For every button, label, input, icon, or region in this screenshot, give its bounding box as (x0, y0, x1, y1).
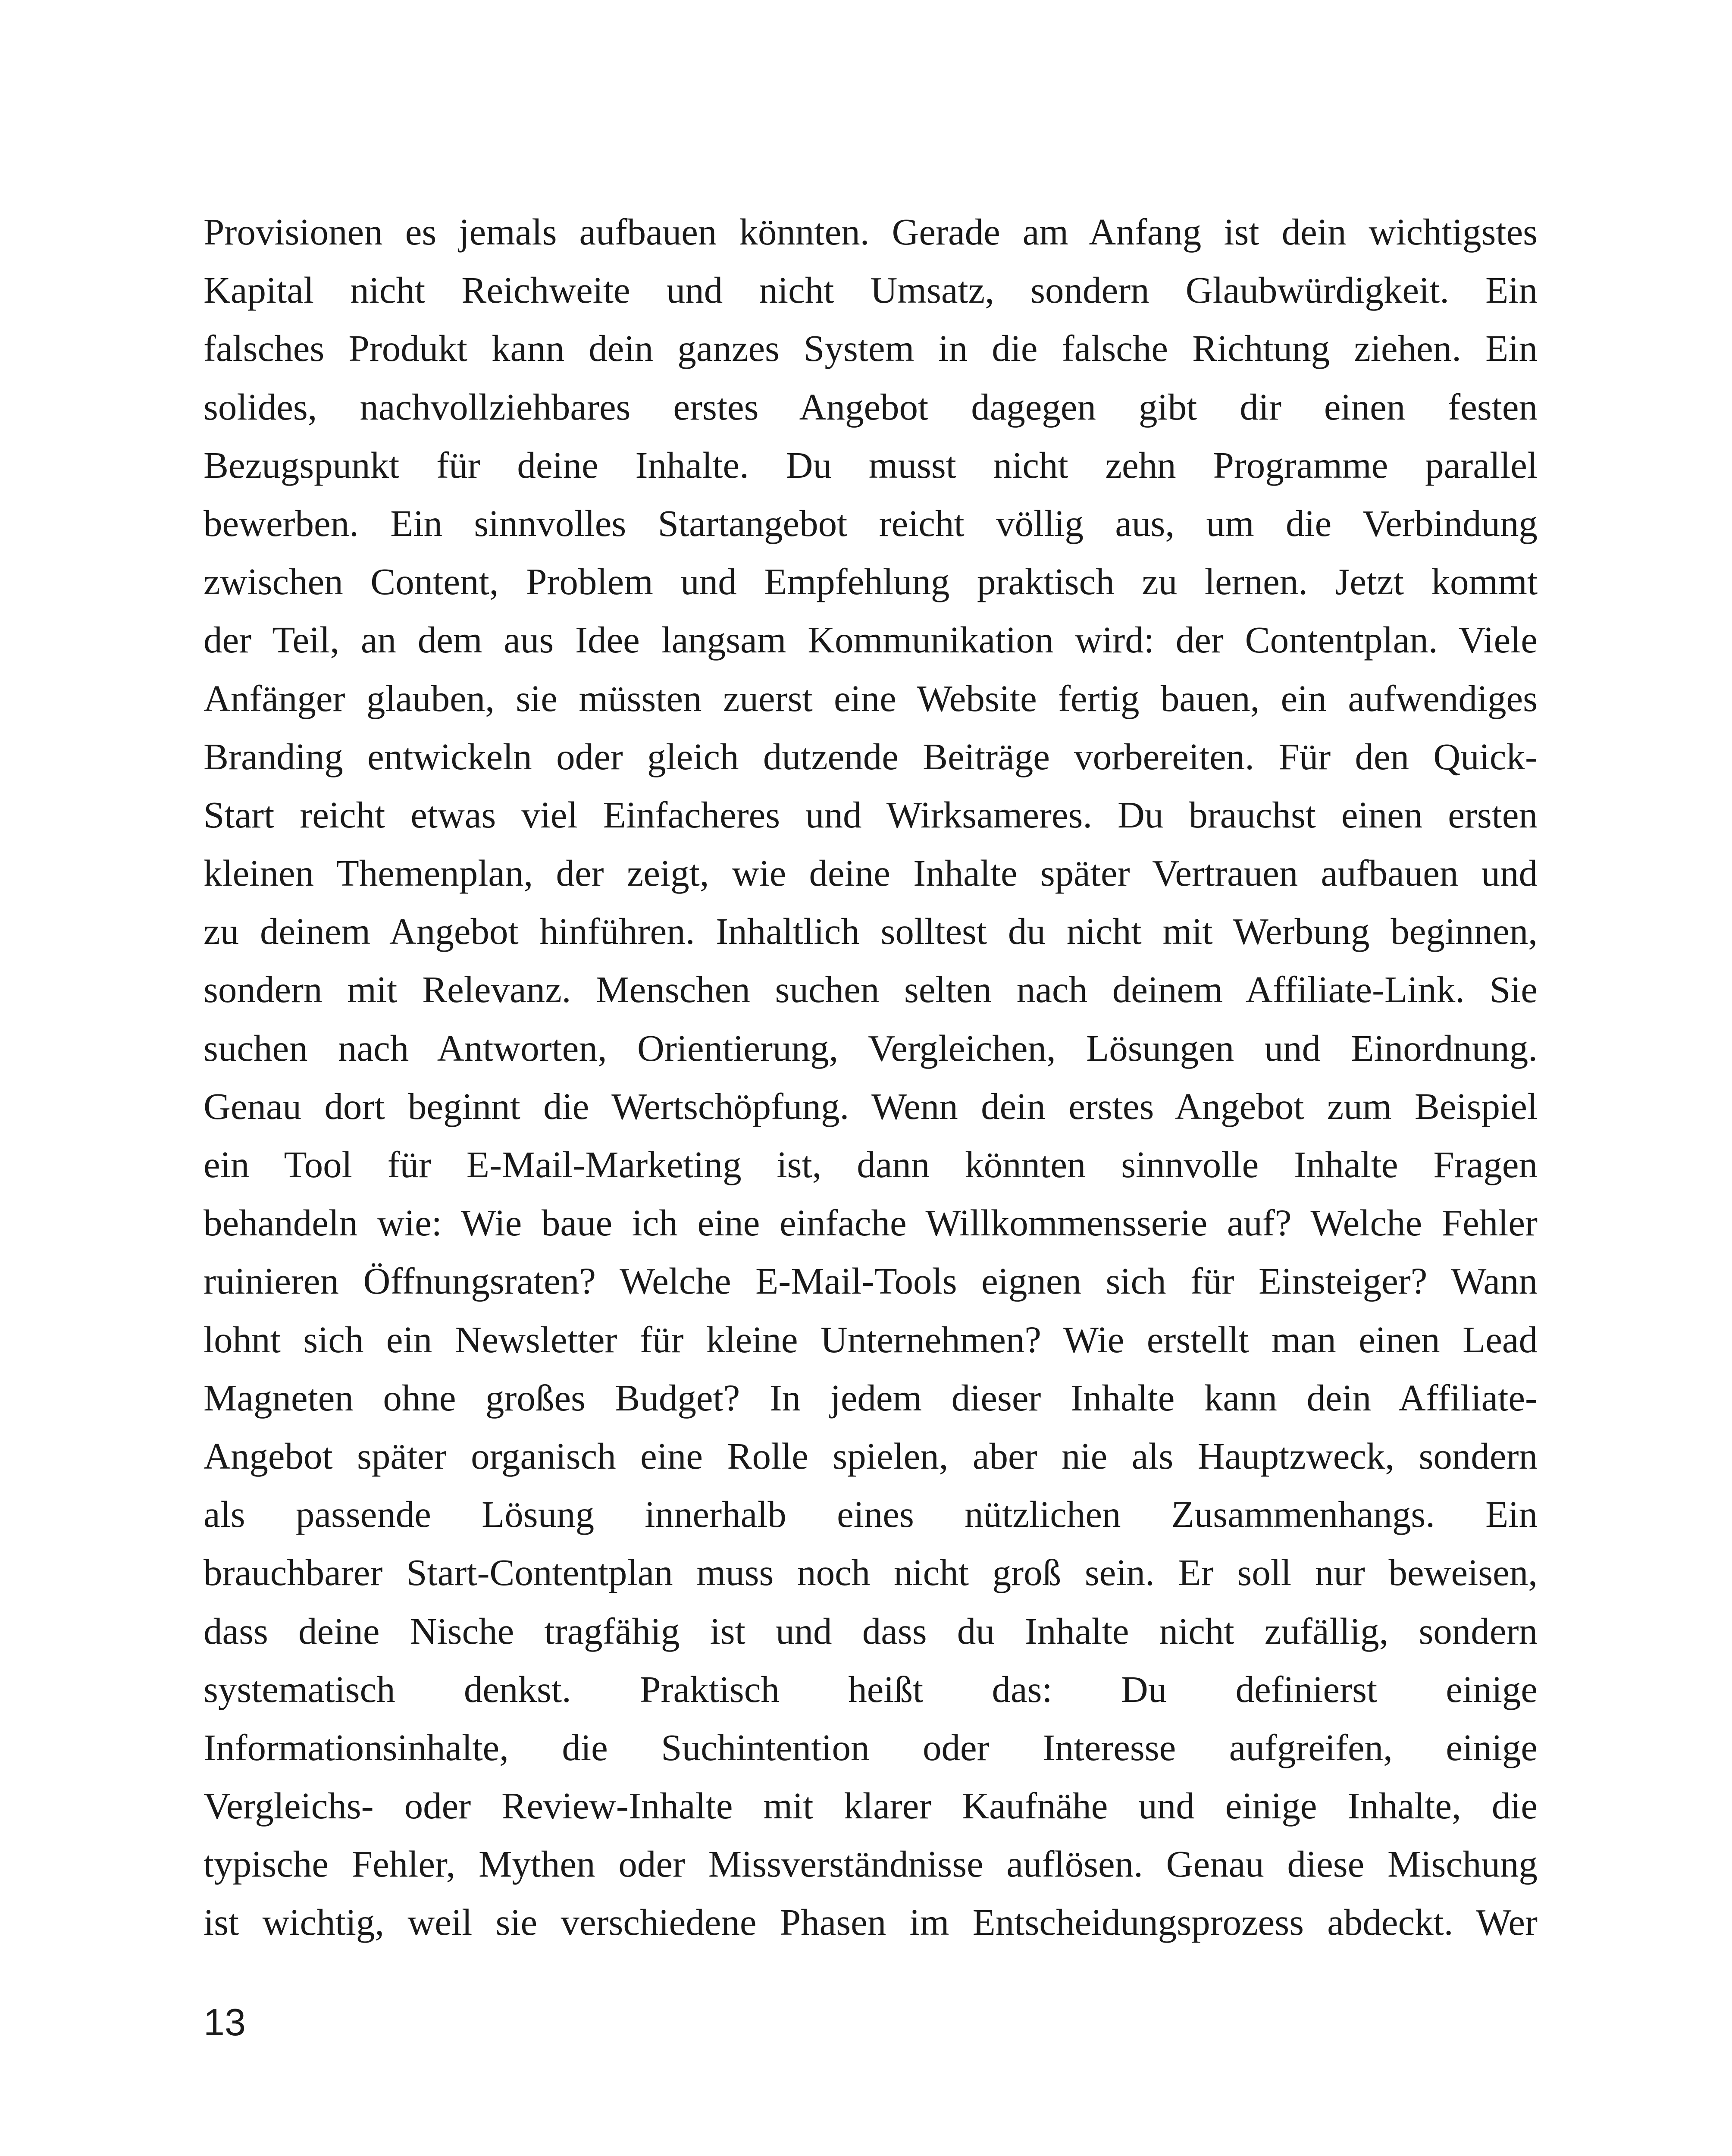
text-line: ein Tool für E-Mail-Marketing ist, dann könnten sinnvolle Inhalte Fragen (204, 1144, 1538, 1185)
text-line: als passende Lösung innerhalb eines nützlichen Zusammenhangs. Ein (204, 1493, 1538, 1536)
text-line: systematisch denkst. Praktisch heißt das: Du definierst einige (204, 1668, 1538, 1710)
text-line: brauchbarer Start-Contentplan muss noch nicht groß sein. Er soll nur beweisen, (204, 1551, 1538, 1594)
text-line: Informationsinhalte, die Suchintention oder Interesse aufgreifen, einige (204, 1726, 1538, 1768)
text-line: der Teil, an dem aus Idee langsam Kommunikation wird: der Contentplan. Viele (204, 619, 1538, 661)
text-line: Angebot später organisch eine Rolle spielen, aber nie als Hauptzweck, sondern (204, 1435, 1538, 1477)
text-line: falsches Produkt kann dein ganzes System in die falsche Richtung ziehen. Ein (204, 327, 1538, 370)
text-line: dass deine Nische tragfähig ist und dass du Inhalte nicht zufällig, sondern (204, 1610, 1538, 1652)
text-line: sondern mit Relevanz. Menschen suchen selten nach deinem Affiliate-Link. Sie (204, 968, 1538, 1011)
text-line: Genau dort beginnt die Wertschöpfung. Wenn dein erstes Angebot zum Beispiel (204, 1085, 1538, 1127)
text-line: Bezugspunkt für deine Inhalte. Du musst nicht zehn Programme parallel (204, 444, 1538, 486)
text-line: zwischen Content, Problem und Empfehlung praktisch zu lernen. Jetzt kommt (204, 561, 1538, 603)
text-line: Start reicht etwas viel Einfacheres und Wirksameres. Du brauchst einen ersten (204, 793, 1538, 836)
text-line: bewerben. Ein sinnvolles Startangebot reicht völlig aus, um die Verbindung (204, 502, 1538, 544)
text-line: Anfänger glauben, sie müssten zuerst eine Website fertig bauen, ein aufwendiges (204, 677, 1538, 719)
text-line: behandeln wie: Wie baue ich eine einfache Willkommensserie auf? Welche Fehler (204, 1202, 1538, 1244)
text-line: solides, nachvollziehbares erstes Angebot dagegen gibt dir einen festen (204, 385, 1538, 428)
page-number: 13 (204, 2001, 246, 2043)
text-line: lohnt sich ein Newsletter für kleine Unternehmen? Wie erstellt man einen Lead (204, 1318, 1538, 1360)
text-line: suchen nach Antworten, Orientierung, Vergleichen, Lösungen und Einordnung. (204, 1027, 1538, 1069)
text-line: typische Fehler, Mythen oder Missverständnisse auflösen. Genau diese Mischung (204, 1843, 1538, 1885)
text-line: ist wichtig, weil sie verschiedene Phasen im Entscheidungsprozess abdeckt. Wer (204, 1901, 1538, 1943)
text-line: Vergleichs- oder Review-Inhalte mit klarer Kaufnähe und einige Inhalte, die (204, 1785, 1538, 1827)
text-line: Branding entwickeln oder gleich dutzende Beiträge vorbereiten. Für den Quick- (204, 735, 1538, 777)
text-line: Magneten ohne großes Budget? In jedem dieser Inhalte kann dein Affiliate- (204, 1376, 1538, 1419)
text-line: kleinen Themenplan, der zeigt, wie deine Inhalte später Vertrauen aufbauen und (204, 852, 1538, 894)
text-line: Provisionen es jemals aufbauen könnten. Gerade am Anfang ist dein wichtigstes (204, 211, 1538, 253)
text-line: zu deinem Angebot hinführen. Inhaltlich solltest du nicht mit Werbung beginnen, (204, 910, 1538, 953)
body-paragraph (204, 203, 1538, 1952)
text-line: ruinieren Öffnungsraten? Welche E-Mail-Tools eignen sich für Einsteiger? Wann (204, 1260, 1538, 1302)
text-line: Kapital nicht Reichweite und nicht Umsatz, sondern Glaubwürdigkeit. Ein (204, 269, 1538, 311)
